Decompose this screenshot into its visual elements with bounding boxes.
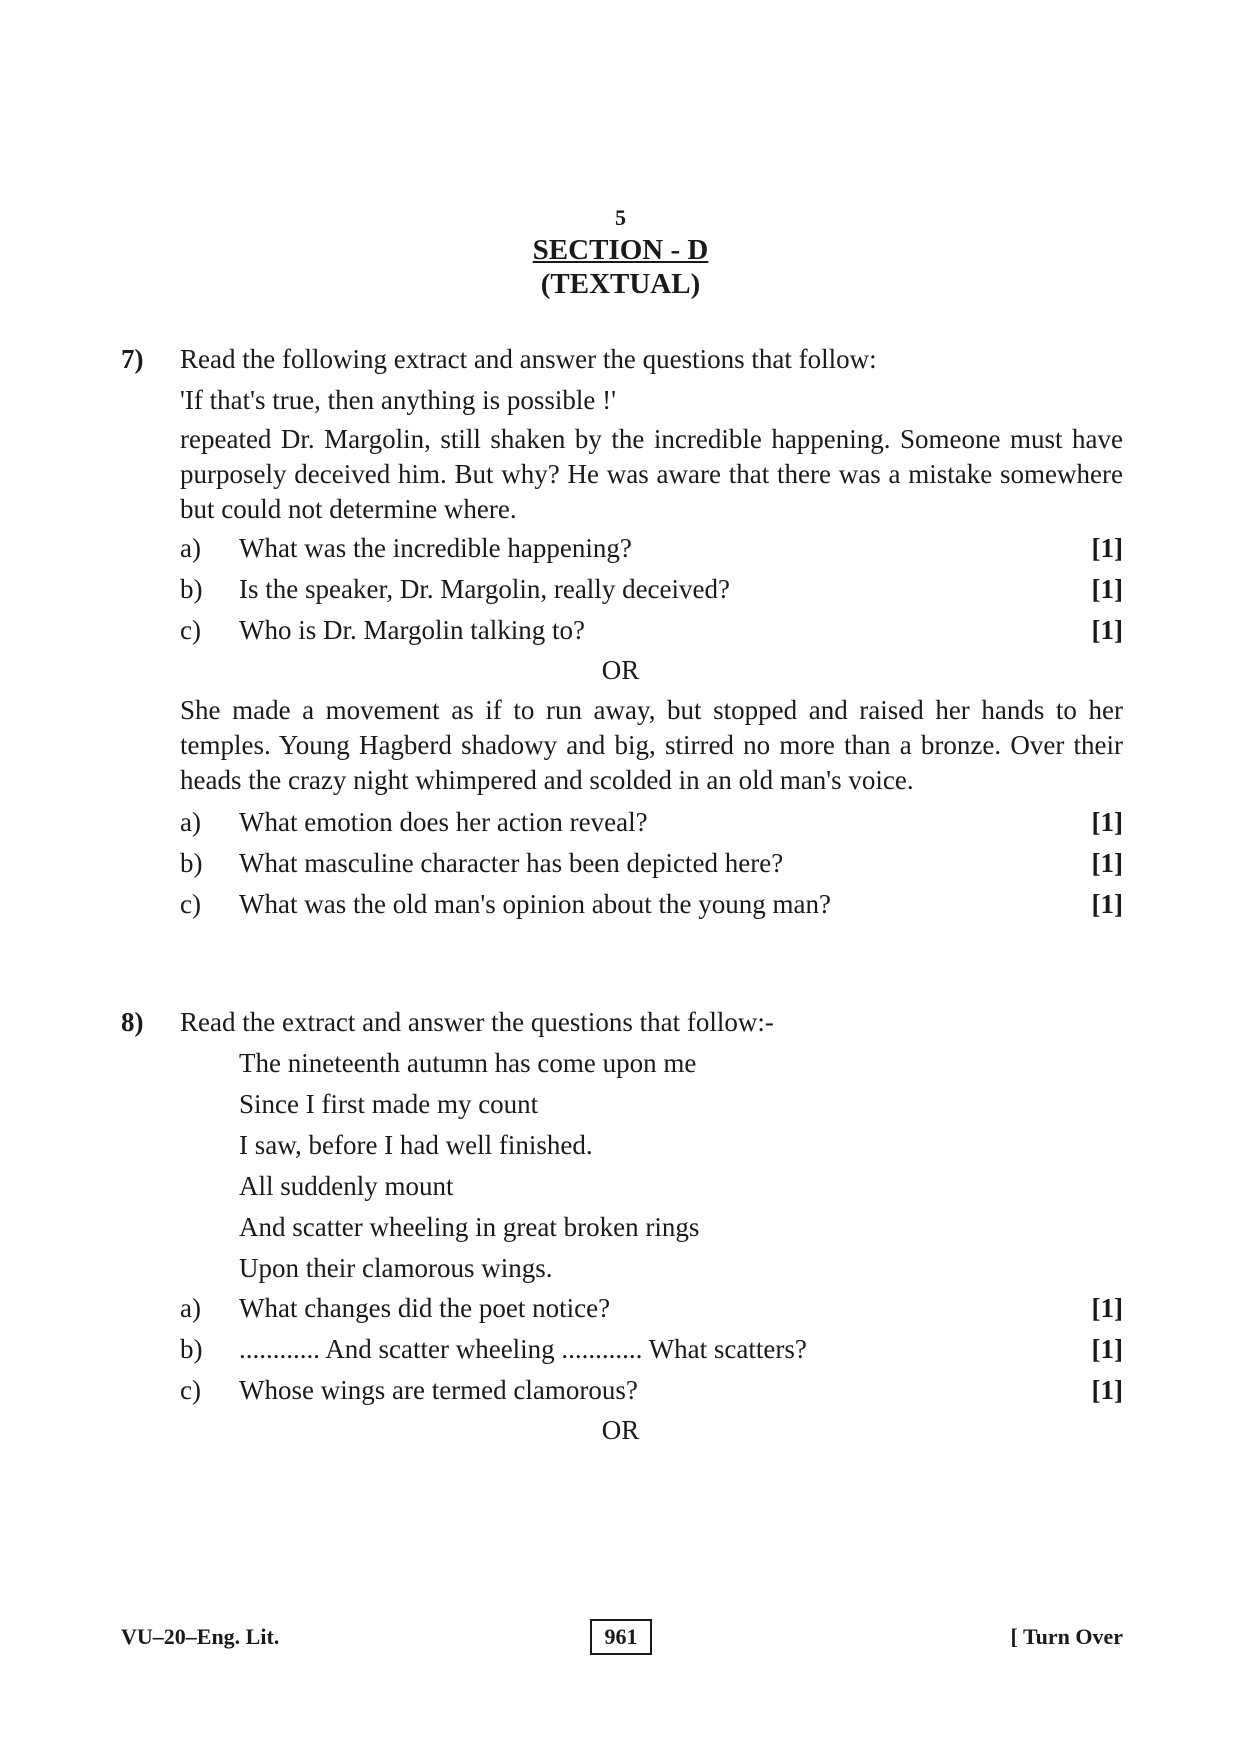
- poem-line: Since I first made my count: [239, 1089, 539, 1119]
- q7-alt-c-marks: [1]: [1091, 889, 1123, 919]
- q7-c-marks: [1]: [1091, 615, 1123, 645]
- q7-b-marks: [1]: [1091, 574, 1123, 604]
- q7-c-text: Who is Dr. Margolin talking to?: [239, 615, 585, 645]
- page-number: 5: [615, 205, 626, 230]
- poem-line: And scatter wheeling in great broken rings: [239, 1212, 700, 1242]
- q8-a-text: What changes did the poet notice?: [239, 1293, 611, 1323]
- q8-c-marks: [1]: [1091, 1375, 1123, 1405]
- footer-turn-over: [ Turn Over: [1010, 1624, 1123, 1649]
- question-8-instruction: Read the extract and answer the questions that follow:-: [180, 1007, 774, 1037]
- q8-b-marks: [1]: [1091, 1334, 1123, 1364]
- q7-alt-a-marks: [1]: [1091, 807, 1123, 837]
- footer-page-code-box: 961: [590, 1619, 652, 1655]
- q8-or-divider: OR: [601, 1415, 640, 1445]
- q7-a-text: What was the incredible happening?: [239, 533, 632, 563]
- q8-b-text: ............ And scatter wheeling ............ What scatters?: [239, 1334, 807, 1364]
- q7-a-label: a): [180, 533, 201, 563]
- q7-b-label: b): [180, 574, 203, 604]
- q7-or-divider: OR: [601, 655, 640, 685]
- footer-paper-code: VU–20–Eng. Lit.: [121, 1624, 280, 1649]
- question-8-number: 8): [121, 1007, 144, 1037]
- q7-alt-a-label: a): [180, 807, 201, 837]
- q8-b-label: b): [180, 1334, 203, 1364]
- poem-line: The nineteenth autumn has come upon me: [239, 1048, 697, 1078]
- question-7-alt-passage: She made a movement as if to run away, but stopped and raised her hands to her temples. Young Hagberd shadowy and big, stirred no more than a bronze. Over their heads the crazy night whimpered and scolded in an old man's voice.: [180, 695, 1123, 795]
- q7-alt-c-label: c): [180, 889, 201, 919]
- question-7-instruction: Read the following extract and answer the questions that follow:: [180, 344, 877, 374]
- q7-alt-c-text: What was the old man's opinion about the young man?: [239, 889, 831, 919]
- question-7-number: 7): [121, 344, 144, 374]
- section-subtitle: (TEXTUAL): [540, 268, 701, 300]
- question-7-passage: repeated Dr. Margolin, still shaken by the incredible happening. Someone must have purposely deceived him. But why? He was aware that there was a mistake somewhere but could not determine where.: [180, 424, 1123, 524]
- q7-alt-a-text: What emotion does her action reveal?: [239, 807, 648, 837]
- poem-line: Upon their clamorous wings.: [239, 1253, 553, 1283]
- poem-line: I saw, before I had well finished.: [239, 1130, 593, 1160]
- q8-c-label: c): [180, 1375, 201, 1405]
- q7-alt-b-marks: [1]: [1091, 848, 1123, 878]
- q7-b-text: Is the speaker, Dr. Margolin, really deceived?: [239, 574, 730, 604]
- q8-c-text: Whose wings are termed clamorous?: [239, 1375, 638, 1405]
- section-title: SECTION - D: [532, 234, 709, 266]
- q7-alt-b-text: What masculine character has been depicted here?: [239, 848, 784, 878]
- q8-a-label: a): [180, 1293, 201, 1323]
- q7-c-label: c): [180, 615, 201, 645]
- poem-line: All suddenly mount: [239, 1171, 454, 1201]
- q8-a-marks: [1]: [1091, 1293, 1123, 1323]
- q7-a-marks: [1]: [1091, 533, 1123, 563]
- q7-alt-b-label: b): [180, 848, 203, 878]
- question-7-quote: 'If that's true, then anything is possible !': [180, 385, 617, 415]
